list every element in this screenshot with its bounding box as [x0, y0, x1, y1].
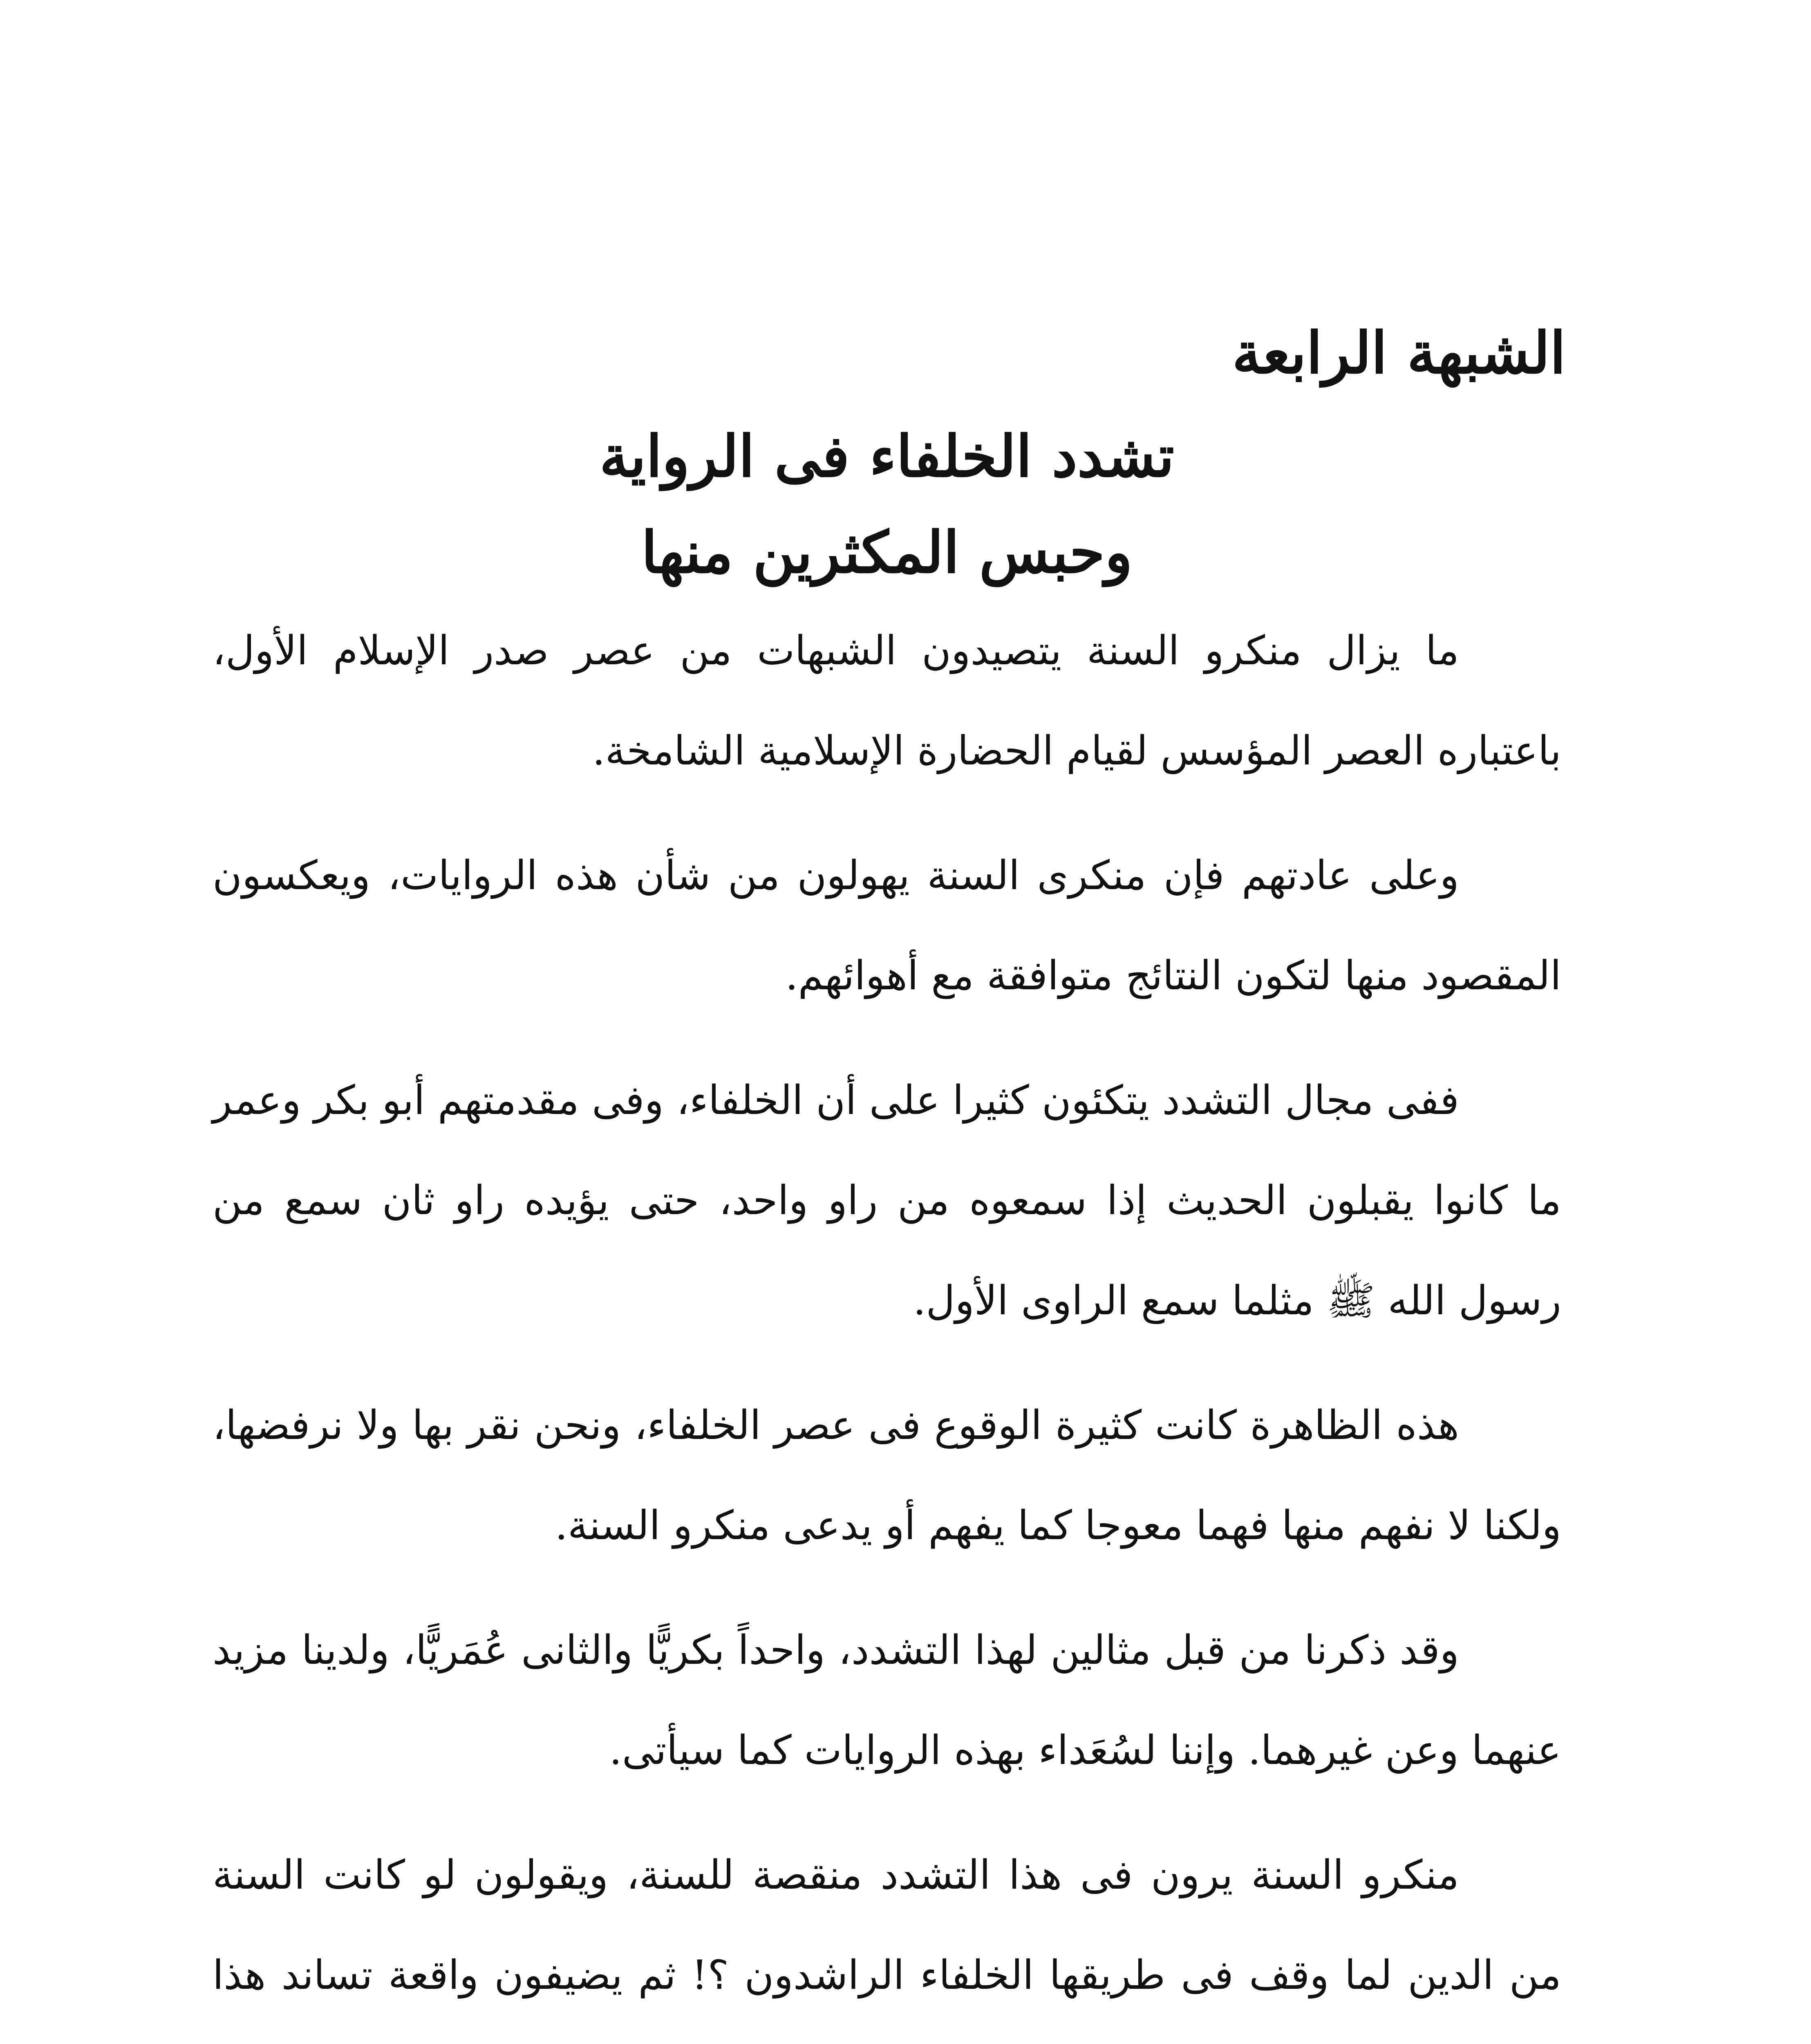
paragraph-1: ما يزال منكرو السنة يتصيدون الشبهات من عصر صدر الإسلام الأول، باعتباره العصر المؤسس لقيام الحضارة الإسلامية الشامخة.: [213, 628, 1561, 774]
paragraph-6: منكرو السنة يرون فى هذا التشدد منقصة للسنة، ويقولون لو كانت السنة من الدين لما وقف فى طريقها الخلفاء الراشدون ؟! ثم يضيفون واقعة تساند هذا: [213, 1852, 1561, 1999]
body-text: [213, 601, 1561, 2044]
paragraph-2: وعلى عادتهم فإن منكرى السنة يهولون من شأن هذه الروايات، ويعكسون المقصود منها لتكون النتائج متوافقة مع أهوائهم.: [213, 852, 1561, 999]
chapter-title: [213, 409, 1561, 601]
paragraph-5: وقد ذكرنا من قبل مثالين لهذا التشدد، واحداً بكريًّا والثانى عُمَريًّا، ولدينا مزيد عنهما وعن غيرهما. وإننا لسُعَداء بهذه الروايات كما سيأتى.: [213, 1627, 1561, 1774]
chapter-title-line-2: وحبس المكثرين منها: [641, 519, 1133, 586]
chapter-title-line-1: تشدد الخلفاء فى الرواية: [599, 423, 1175, 490]
paragraph-3: ففى مجال التشدد يتكئون كثيرا على أن الخلفاء، وفى مقدمتهم أبو بكر وعمر ما كانوا يقبلون الحديث إذا سمعوه من راو واحد، حتى يؤيده راو ثان سمع من رسول الله ﷺ مثلما سمع الراوى الأول.: [213, 1077, 1561, 1324]
section-label: الشبهة الرابعة: [1232, 320, 1566, 387]
paragraph-4: هذه الظاهرة كانت كثيرة الوقوع فى عصر الخلفاء، ونحن نقر بها ولا نرفضها، ولكنا لا نفهم منها فهما معوجا كما يفهم أو يدعى منكرو السنة.: [213, 1402, 1561, 1549]
